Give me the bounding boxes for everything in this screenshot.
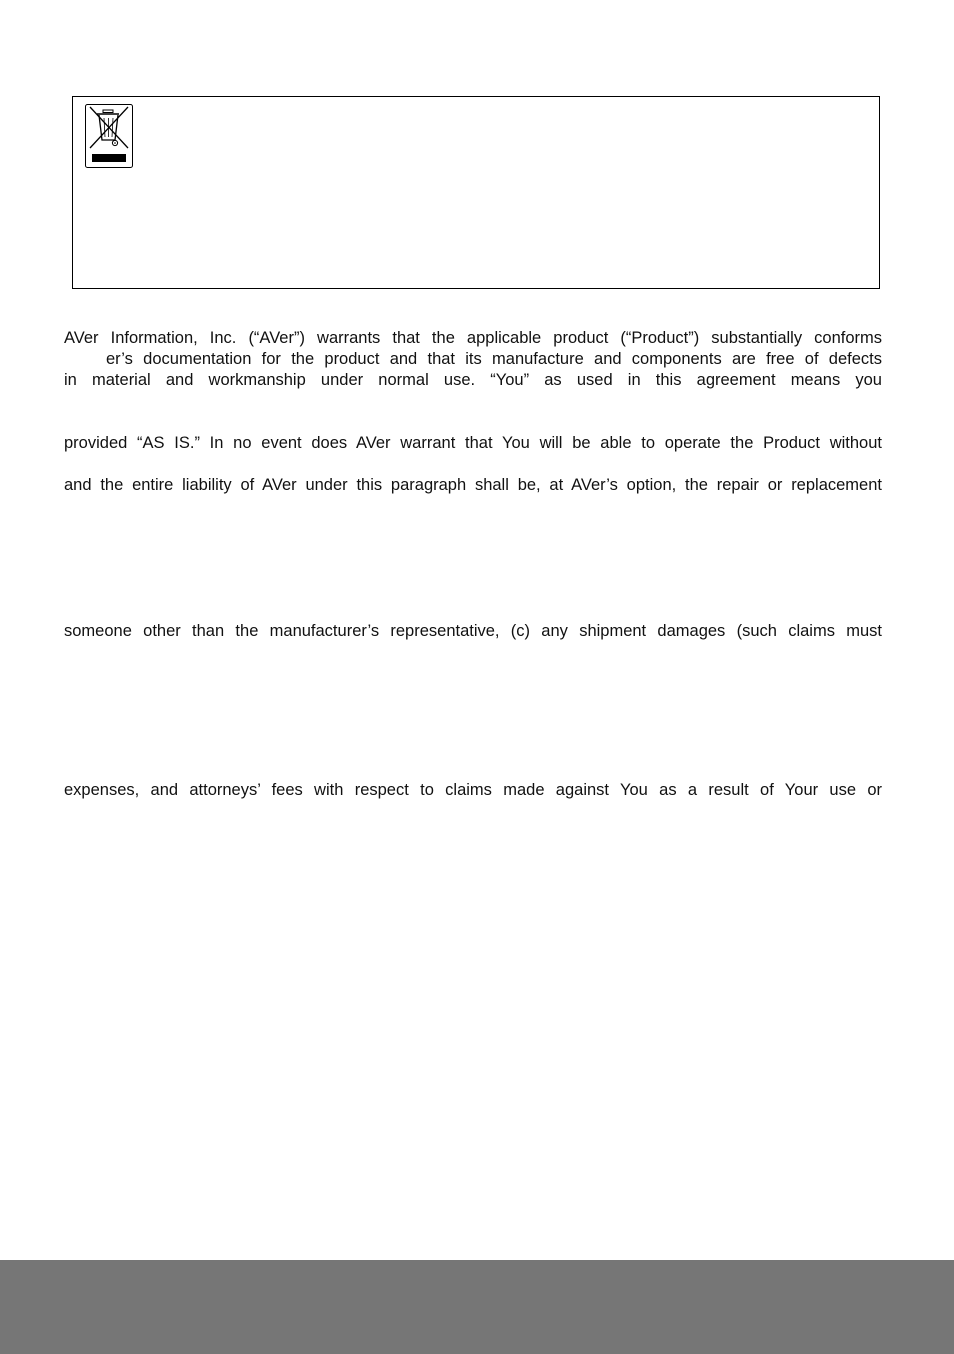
warranty-text-line: in material and workmanship under normal use. “You” as used in this agreement means you — [64, 371, 882, 389]
warranty-text-line: expenses, and attorneys’ fees with respect to claims made against You as a result of Your use or — [64, 781, 882, 799]
warranty-text-line: someone other than the manufacturer’s representative, (c) any shipment damages (such claims must — [64, 622, 882, 640]
footer-bar — [0, 1260, 954, 1354]
warranty-text-line: AVer Information, Inc. (“AVer”) warrants that the applicable product (“Product”) substantially conforms — [64, 329, 882, 347]
warranty-text-line: er’s documentation for the product and that its manufacture and components are free of defects — [106, 350, 882, 368]
warranty-text-line: and the entire liability of AVer under this paragraph shall be, at AVer’s option, the repair or replacement — [64, 476, 882, 494]
crossed-out-wheeled-bin-icon — [85, 104, 133, 169]
warranty-text-line: provided “AS IS.” In no event does AVer warrant that You will be able to operate the Product without — [64, 434, 882, 452]
weee-notice-box — [72, 96, 880, 289]
